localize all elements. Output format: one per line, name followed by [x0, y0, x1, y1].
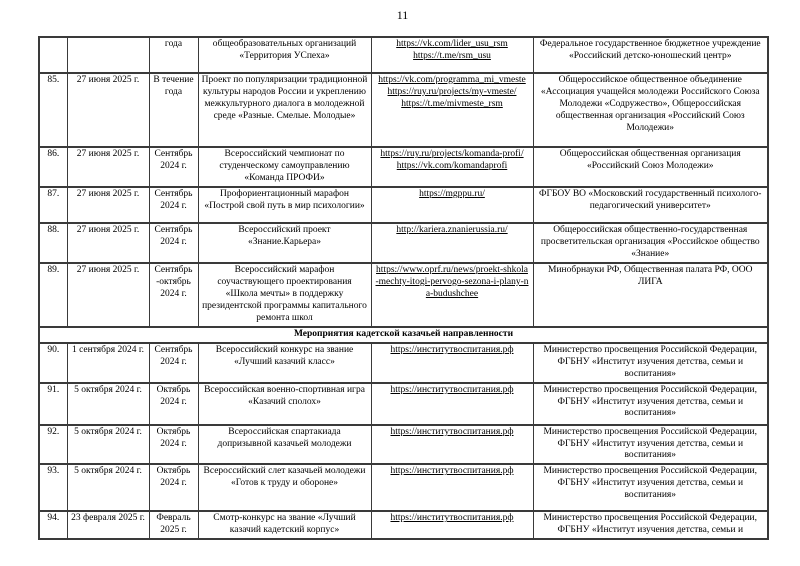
table-row [39, 464, 768, 511]
organization-cell: Общероссийское общественное объединение «Ассоциация учащейся молодежи Российского Союза Молодежи «Содружество», Общероссийская общественная организация «Российский Союз Молодежи» [533, 73, 768, 147]
table-row [39, 223, 768, 263]
table-row [39, 343, 768, 383]
row-number-cell: 92. [39, 425, 67, 465]
event-link[interactable]: https://институтвоспитания.рф [390, 466, 514, 477]
period-cell: Сентябрь 2024 г. [149, 223, 198, 263]
event-name-cell: общеобразовательных организаций «Территория УСпеха» [198, 37, 371, 73]
links-cell [371, 37, 533, 73]
period-cell: Октябрь 2024 г. [149, 464, 198, 511]
date-cell: 27 июня 2025 г. [67, 73, 149, 147]
period-cell: Сентябрь 2024 г. [149, 343, 198, 383]
event-name-cell: Всероссийский конкурс на звание «Лучший казачий класс» [198, 343, 371, 383]
event-link[interactable]: http://kariera.znanierussia.ru/ [396, 224, 508, 235]
row-number-cell: 88. [39, 223, 67, 263]
organization-cell: Министерство просвещения Российской Федерации, ФГБНУ «Институт изучения детства, семьи и [533, 511, 768, 539]
table-row [39, 147, 768, 187]
event-link[interactable]: https://vk.com/komandaprofi [396, 160, 508, 171]
event-link[interactable]: https://ruy.ru/projects/my-vmeste/ [387, 86, 517, 97]
event-name-cell: Профориентационный марафон «Построй свой путь в мир психологии» [198, 187, 371, 223]
event-link[interactable]: https://институтвоспитания.рф [390, 384, 514, 395]
events-table [38, 36, 769, 540]
row-number-cell: 93. [39, 464, 67, 511]
links-cell [371, 73, 533, 147]
section-header: Мероприятия кадетской казачьей направленности [39, 327, 768, 343]
event-name-cell: Всероссийский слет казачьей молодежи «Готов к труду и обороне» [198, 464, 371, 511]
event-name-cell: Всероссийский проект «Знание.Карьера» [198, 223, 371, 263]
event-link[interactable]: https://институтвоспитания.рф [390, 344, 514, 355]
date-cell: 27 июня 2025 г. [67, 223, 149, 263]
table-row [39, 187, 768, 223]
period-cell: Октябрь 2024 г. [149, 383, 198, 425]
date-cell: 27 июня 2025 г. [67, 263, 149, 327]
event-link[interactable]: https://институтвоспитания.рф [390, 513, 514, 524]
table-row [39, 263, 768, 327]
links-cell [371, 425, 533, 465]
table-row [39, 425, 768, 465]
organization-cell: Министерство просвещения Российской Федерации, ФГБНУ «Институт изучения детства, семьи и воспитания» [533, 343, 768, 383]
period-cell: года [149, 37, 198, 73]
period-cell: Сентябрь 2024 г. [149, 147, 198, 187]
links-cell [371, 343, 533, 383]
date-cell: 5 октября 2024 г. [67, 464, 149, 511]
organization-cell: Минобрнауки РФ, Общественная палата РФ, ООО ЛИГА [533, 263, 768, 327]
date-cell: 27 июня 2025 г. [67, 147, 149, 187]
links-cell [371, 383, 533, 425]
period-cell: Сентябрь 2024 г. [149, 187, 198, 223]
period-cell: Октябрь 2024 г. [149, 425, 198, 465]
row-number-cell: 86. [39, 147, 67, 187]
event-link[interactable]: https://vk.com/programma_mi_vmeste [378, 75, 526, 85]
organization-cell: Общероссийская общественная организация «Российский Союз Молодежи» [533, 147, 768, 187]
row-number-cell: 89. [39, 263, 67, 327]
organization-cell: Федеральное государственное бюджетное учреждение «Российский детско-юношеский центр» [533, 37, 768, 73]
table-row [39, 383, 768, 425]
organization-cell: Общероссийская общественно-государственная просветительская организация «Российское общество «Знание» [533, 223, 768, 263]
period-cell: В течение года [149, 73, 198, 147]
row-number-cell: 87. [39, 187, 67, 223]
event-link[interactable]: https://t.me/mivmeste_rsm [401, 98, 503, 109]
table-row [39, 511, 768, 539]
organization-cell: ФГБОУ ВО «Московский государственный психолого-педагогический университет» [533, 187, 768, 223]
event-name-cell: Проект по популяризации традиционной культуры народов России и укреплению межкультурного диалога в молодежной среде «Разные. Смелые. Молодые» [198, 73, 371, 147]
organization-cell: Министерство просвещения Российской Федерации, ФГБНУ «Институт изучения детства, семьи и воспитания» [533, 383, 768, 425]
event-name-cell: Всероссийская спартакиада допризывной казачьей молодежи [198, 425, 371, 465]
period-cell: Февраль 2025 г. [149, 511, 198, 539]
event-link[interactable]: https://www.oprf.ru/news/proekt-shkola-mechty-itogi-pervogo-sezona-i-plany-na-budushchee [375, 264, 529, 299]
links-cell [371, 464, 533, 511]
row-number-cell: 91. [39, 383, 67, 425]
date-cell: 5 октября 2024 г. [67, 425, 149, 465]
table-row [39, 37, 768, 73]
section-header-row [39, 327, 768, 343]
event-link[interactable]: https://институтвоспитания.рф [390, 426, 514, 437]
event-name-cell: Всероссийская военно-спортивная игра «Казачий сполох» [198, 383, 371, 425]
row-number-cell: 94. [39, 511, 67, 539]
organization-cell: Министерство просвещения Российской Федерации, ФГБНУ «Институт изучения детства, семьи и воспитания» [533, 425, 768, 465]
date-cell: 27 июня 2025 г. [67, 187, 149, 223]
event-link[interactable]: https://vk.com/lider_usu_rsm [396, 39, 508, 49]
links-cell [371, 263, 533, 327]
row-number-cell: 90. [39, 343, 67, 383]
page-number: 11 [396, 8, 409, 22]
date-cell: 1 сентября 2024 г. [67, 343, 149, 383]
event-link[interactable]: https://ruy.ru/projects/komanda-profi/ [380, 149, 524, 159]
event-name-cell: Всероссийский чемпионат по студенческому самоуправлению «Команда ПРОФИ» [198, 147, 371, 187]
date-cell: 5 октября 2024 г. [67, 383, 149, 425]
date-cell: 23 февраля 2025 г. [67, 511, 149, 539]
event-link[interactable]: https://mgppu.ru/ [419, 188, 485, 199]
row-number-cell: 85. [39, 73, 67, 147]
event-name-cell: Всероссийский марафон соучаствующего проектирования «Школа мечты» в поддержку президентской программы капитального ремонта школ [198, 263, 371, 327]
event-link[interactable]: https://t.me/rsm_usu [413, 50, 491, 61]
links-cell [371, 223, 533, 263]
date-cell [67, 37, 149, 73]
links-cell [371, 147, 533, 187]
table-row [39, 73, 768, 147]
period-cell: Сентябрь -октябрь 2024 г. [149, 263, 198, 327]
links-cell [371, 511, 533, 539]
row-number-cell [39, 37, 67, 73]
organization-cell: Министерство просвещения Российской Федерации, ФГБНУ «Институт изучения детства, семьи и воспитания» [533, 464, 768, 511]
events-table-body [39, 37, 768, 539]
event-name-cell: Смотр-конкурс на звание «Лучший казачий кадетский корпус» [198, 511, 371, 539]
links-cell [371, 187, 533, 223]
